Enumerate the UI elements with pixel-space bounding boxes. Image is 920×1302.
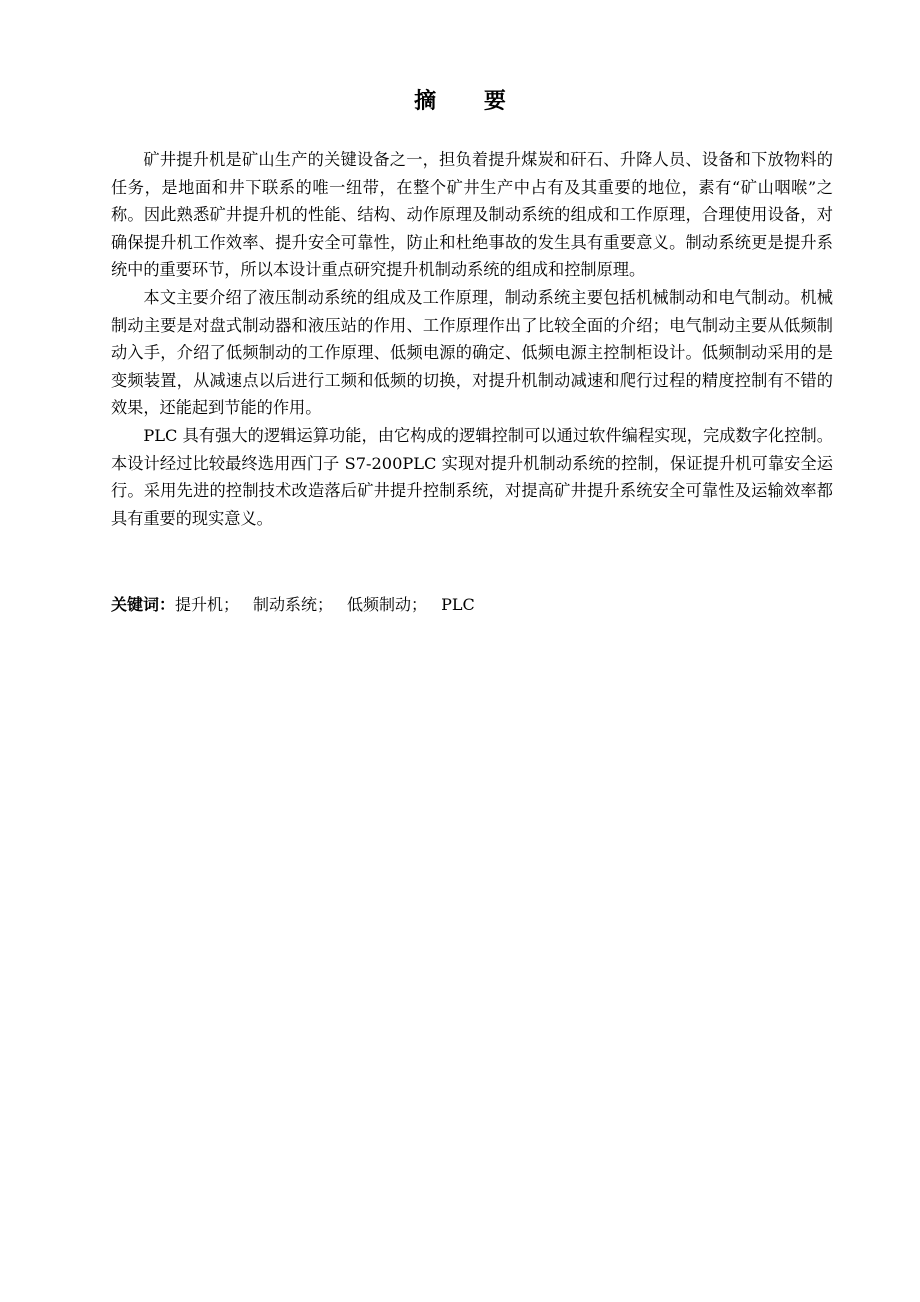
- paragraph-1: 矿井提升机是矿山生产的关键设备之一，担负着提升煤炭和矸石、升降人员、设备和下放物料的任务，是地面和井下联系的唯一纽带，在整个矿井生产中占有及其重要的地位，素有“矿山咽喉”之称。因此熟悉矿井提升机的性能、结构、动作原理及制动系统的组成和工作原理，合理使用设备，对确保提升机工作效率、提升安全可靠性，防止和杜绝事故的发生具有重要意义。制动系统更是提升系统中的重要环节，所以本设计重点研究提升机制动系统的组成和控制原理。: [111, 150, 833, 280]
- paragraph-3: PLC 具有强大的逻辑运算功能，由它构成的逻辑控制可以通过软件编程实现，完成数字化控制。本设计经过比较最终选用西门子 S7-200PLC 实现对提升机制动系统的控制，保证提升机可靠安全运行。采用先进的控制技术改造落后矿井提升控制系统，对提高矿井提升系统安全可靠性及运输效率都具有重要的现实意义。: [111, 425, 833, 528]
- keyword-item: PLC: [441, 595, 475, 614]
- keyword-item: 低频制动；: [347, 595, 428, 614]
- keywords-label: 关键词：: [111, 595, 176, 614]
- abstract-body: [111, 146, 833, 532]
- paragraph-2: 本文主要介绍了液压制动系统的组成及工作原理，制动系统主要包括机械制动和电气制动。机械制动主要是对盘式制动器和液压站的作用、工作原理作出了比较全面的介绍；电气制动主要从低频制动入手，介绍了低频制动的工作原理、低频电源的确定、低频电源主控制柜设计。低频制动采用的是变频装置，从减速点以后进行工频和低频的切换，对提升机制动减速和爬行过程的精度控制有不错的效果，还能起到节能的作用。: [111, 287, 833, 418]
- abstract-title: 摘 要: [414, 89, 526, 114]
- keywords-line: [111, 592, 833, 618]
- keyword-item: 制动系统；: [253, 595, 334, 614]
- keyword-item: 提升机；: [175, 595, 240, 614]
